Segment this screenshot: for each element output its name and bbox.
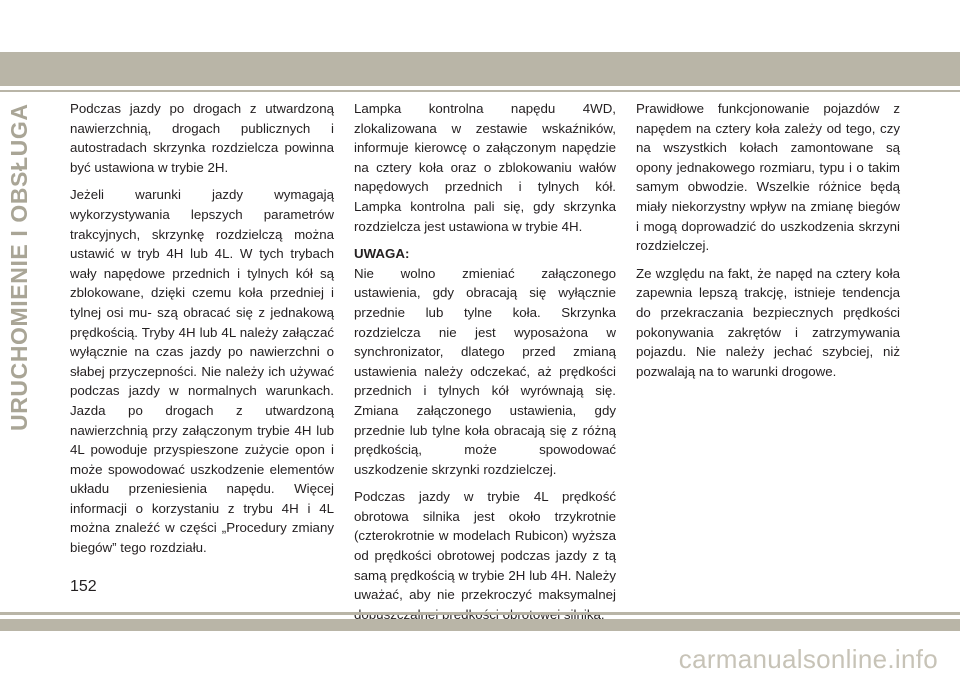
footer-bar bbox=[0, 619, 960, 631]
header-bar bbox=[0, 52, 960, 86]
paragraph: Ze względu na fakt, że napęd na cztery koła zapewnia lepszą trakcję, istnieje tendencja do przekraczania bezpiecznych prędkości pokonywania zakrętów i zatrzymywania pojazdu. Nie należy jechać szybciej, niż pozwalają na to warunki drogowe. bbox=[636, 265, 900, 379]
paragraph: Podczas jazdy w trybie 4L prędkość obrotowa silnika jest około trzykrotnie (czterokrotnie w modelach Rubicon) wyższa od prędkości obrotowej podczas jazdy z tą samą prędkością w trybie 2H lub 4H. Należy uważać, aby nie przekroczyć maksymalnej bbox=[354, 489, 616, 603]
text-column-3 bbox=[636, 99, 900, 389]
paragraph: Podczas jazdy po drogach z utwardzoną nawierzchnią, drogach publicznych i autostradach skrzynka rozdzielcza powinna być ustawiona w trybie 2H. bbox=[70, 101, 334, 175]
header-rule bbox=[0, 90, 960, 92]
paragraph: Lampka kontrolna napędu 4WD, zlokalizowana w zestawie wskaźników, informuje kierowcę o załączonym napędzie na cztery koła oraz o zblokowaniu wałów napędowych przednich i tylnych kół. Lampka kontrolna pali się, gdy skrzynka rozdzielcza jest ustawiona w trybie 4H. bbox=[354, 101, 616, 234]
footer-rule bbox=[0, 612, 960, 615]
text-column-2 bbox=[354, 99, 616, 632]
paragraph: Nie wolno zmieniać załączonego ustawienia, gdy obracają się wyłącznie przednie lub tylne koła. Skrzynka rozdzielcza nie jest wyposażona w synchronizator, dlatego przed zmianą ustawienia należy odczekać, aż prędkości przednich i tylnych kół wyrównają się. Zmiana załączonego ustawienia, gdy przednie lub tylne koła obracają się z różną prędkością, może spowodować uszkodzenie skrzynki rozdzielczej. bbox=[354, 265, 616, 477]
text-column-1 bbox=[70, 99, 334, 566]
paragraph: Jeżeli warunki jazdy wymagają wykorzystywania lepszych parametrów trakcyjnych, skrzynkę rozdzielczą można ustawić w tryb 4H lub 4L. W tych trybach wały napędowe przednich i tylnych kół są zblokowane, dzięki czemu koła przedniej i tylnej osi mu- szą obracać się z jednakową prędkością. Tryby 4H lub 4L należy załączać wyłącznie na czas jazdy po nawierzchni o słabej przyczepności. Nie należy ich używać podczas jazdy w normalnych warunkach. Jazda po drogach z utwardzoną nawierzchnią przy załączonym trybie 4H lub 4L powoduje przyspieszone zużycie opon i może spowodować uszkodzenie elementów układu przeniesienia napędu. Więcej informacji o korzystaniu z trybu 4H i 4L można znaleźć w części „Procedury zmiany biegów” tego rozdziału. bbox=[70, 187, 334, 556]
page-number: 152 bbox=[70, 578, 97, 595]
site-watermark: carmanualsonline.info bbox=[678, 644, 938, 674]
section-side-title: URUCHOMIENIE I OBSŁUGA bbox=[6, 103, 32, 431]
note-heading: UWAGA: bbox=[354, 246, 410, 262]
paragraph: Prawidłowe funkcjonowanie pojazdów z napędem na cztery koła zależy od tego, czy na wszystkich kołach zamontowane są opony jednakowego rozmiaru, typu i o takim samym obwodzie. Wszelkie różnice będą miały niekorzystny wpływ na zmianę biegów i mogą doprowadzić do uszkodzenia skrzyni rozdzielczej. bbox=[636, 101, 900, 254]
